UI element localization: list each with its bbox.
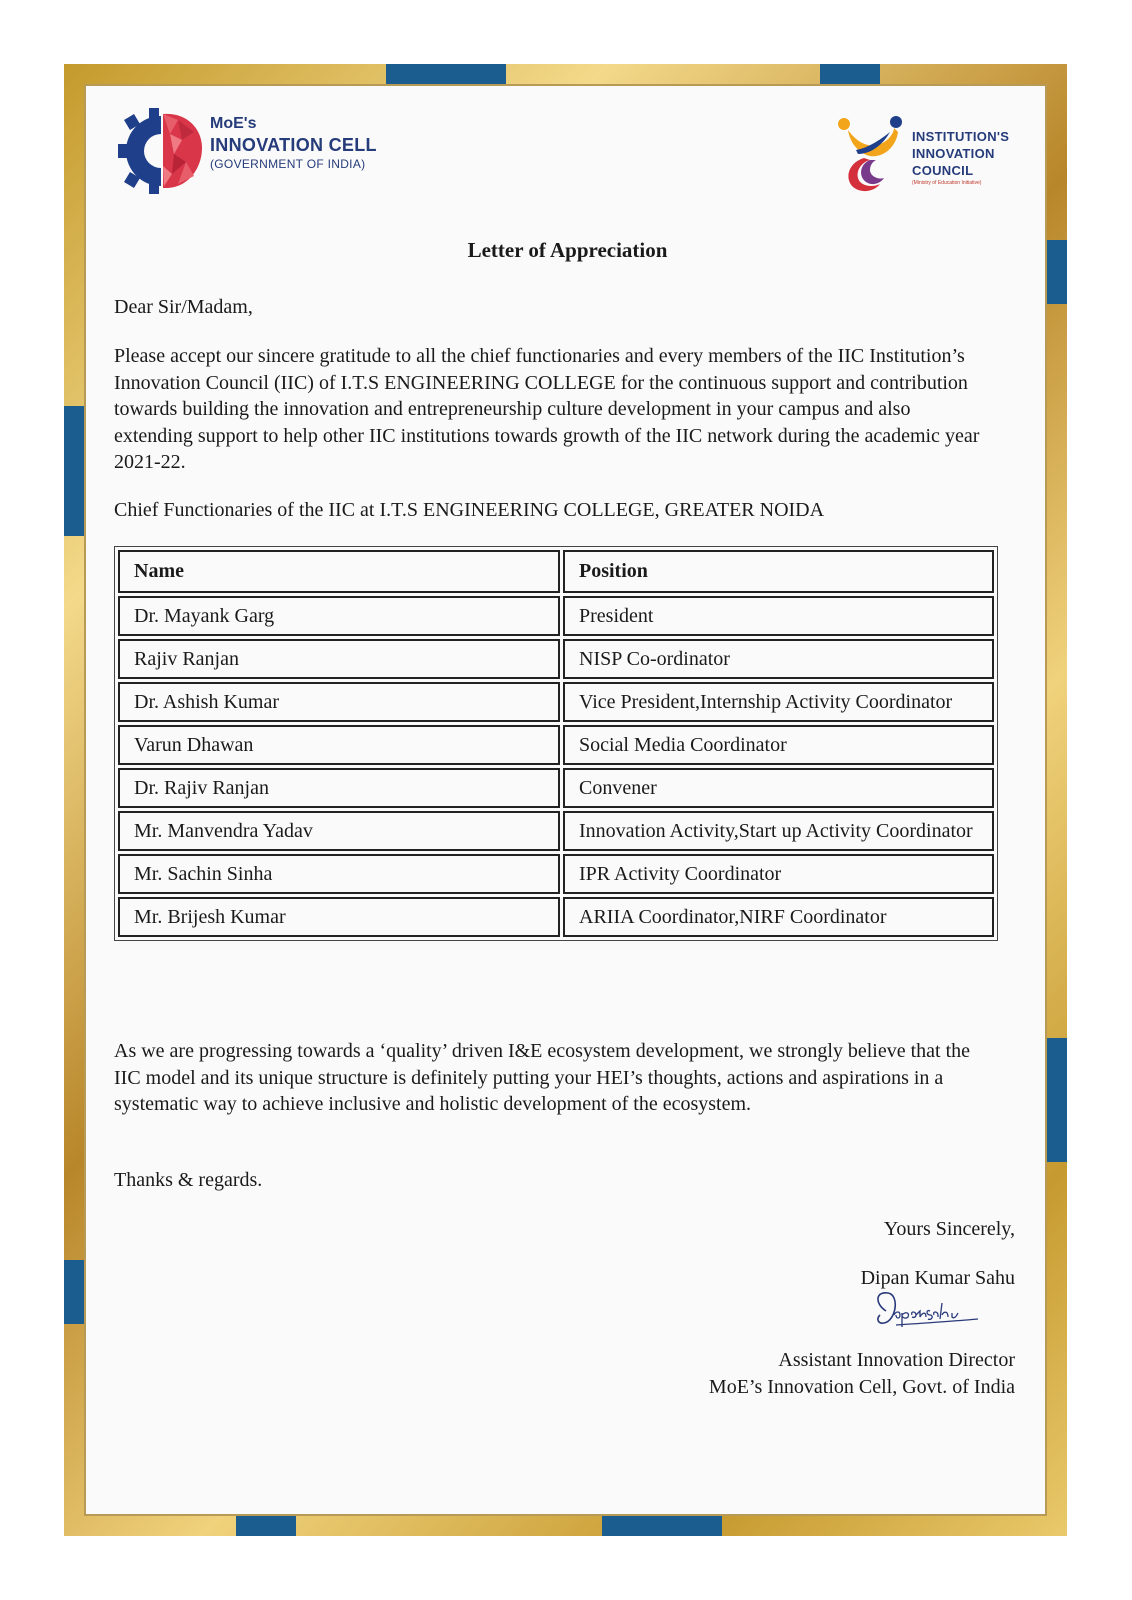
column-header-position: Position <box>563 550 994 593</box>
cell-position: Social Media Coordinator <box>563 725 994 765</box>
iic-logo <box>834 114 914 194</box>
iic-logo-line4: (Ministry of Education Initiative) <box>912 180 982 186</box>
signer-title: Assistant Innovation Director <box>778 1349 1015 1371</box>
table-row <box>118 725 994 765</box>
cell-name: Varun Dhawan <box>118 725 560 765</box>
letter-header <box>86 86 1049 216</box>
table-row <box>118 596 994 636</box>
moe-logo-text <box>210 114 377 172</box>
cell-name: Mr. Manvendra Yadav <box>118 811 560 851</box>
cell-position: Vice President,Internship Activity Coordinator <box>563 682 994 722</box>
cell-name: Dr. Mayank Garg <box>118 596 560 636</box>
letter-title: Letter of Appreciation <box>467 238 668 262</box>
chief-functionaries-table <box>114 546 998 941</box>
table-row <box>118 811 994 851</box>
frame-accent-left-2 <box>64 1260 84 1324</box>
moe-innovation-cell-logo <box>116 106 206 196</box>
cell-position: Innovation Activity,Start up Activity Coordinator <box>563 811 994 851</box>
frame-accent-top-2 <box>820 64 880 84</box>
moe-logo-line3: (GOVERNMENT OF INDIA) <box>210 157 366 171</box>
cell-name: Mr. Brijesh Kumar <box>118 897 560 937</box>
moe-logo-line1: MoE's <box>210 115 257 132</box>
cell-name: Mr. Sachin Sinha <box>118 854 560 894</box>
column-header-name: Name <box>118 550 560 593</box>
signature-image <box>866 1281 986 1341</box>
cell-name: Rajiv Ranjan <box>118 639 560 679</box>
table-row <box>118 639 994 679</box>
signer-name: Dipan Kumar Sahu <box>860 1267 1015 1289</box>
table-row <box>118 682 994 722</box>
table-row <box>118 768 994 808</box>
cell-name: Dr. Rajiv Ranjan <box>118 768 560 808</box>
table-header-row <box>118 550 994 593</box>
frame-accent-bottom-1 <box>236 1516 296 1536</box>
frame-accent-left-1 <box>64 406 84 536</box>
thanks-line: Thanks & regards. <box>114 1169 263 1191</box>
cell-position: IPR Activity Coordinator <box>563 854 994 894</box>
frame-accent-right-2 <box>1047 1038 1067 1162</box>
cell-position: Convener <box>563 768 994 808</box>
cell-position: ARIIA Coordinator,NIRF Coordinator <box>563 897 994 937</box>
table-row <box>118 854 994 894</box>
cell-name: Dr. Ashish Kumar <box>118 682 560 722</box>
cell-position: President <box>563 596 994 636</box>
table-row <box>118 897 994 937</box>
body-paragraph-1: Please accept our sincere gratitude to all the chief functionaries and every members of the IIC Institution’s Innovation Council (IIC) of I.T.S ENGINEERING COLLEGE for the continuous support and contribution towards building the innovation and entrepreneurship culture development in your campus and also extending support to help other IIC institutions towards growth of the IIC network during the academic year 2021-22. <box>114 345 980 473</box>
frame-accent-right-1 <box>1047 240 1067 304</box>
signer-organization: MoE’s Innovation Cell, Govt. of India <box>708 1376 1015 1398</box>
closing: Yours Sincerely, <box>883 1218 1015 1240</box>
letter-page <box>84 84 1047 1516</box>
iic-logo-line1: INSTITUTION'S <box>912 129 1010 144</box>
iic-logo-line3: COUNCIL <box>912 163 974 178</box>
salutation: Dear Sir/Madam, <box>114 296 253 318</box>
cell-position: NISP Co-ordinator <box>563 639 994 679</box>
table-intro: Chief Functionaries of the IIC at I.T.S ENGINEERING COLLEGE, GREATER NOIDA <box>114 499 825 521</box>
moe-logo-line2: INNOVATION CELL <box>210 135 377 155</box>
iic-logo-text <box>912 128 1009 187</box>
frame-accent-top-1 <box>386 64 506 84</box>
iic-logo-line2: INNOVATION <box>912 146 995 161</box>
body-paragraph-2: As we are progressing towards a ‘quality’ driven I&E ecosystem development, we strongly believe that the IIC model and its unique structure is definitely putting your HEI’s thoughts, actions and aspirations in a systematic way to achieve inclusive and holistic development of the ecosystem. <box>114 1040 971 1115</box>
frame-accent-bottom-2 <box>602 1516 722 1536</box>
